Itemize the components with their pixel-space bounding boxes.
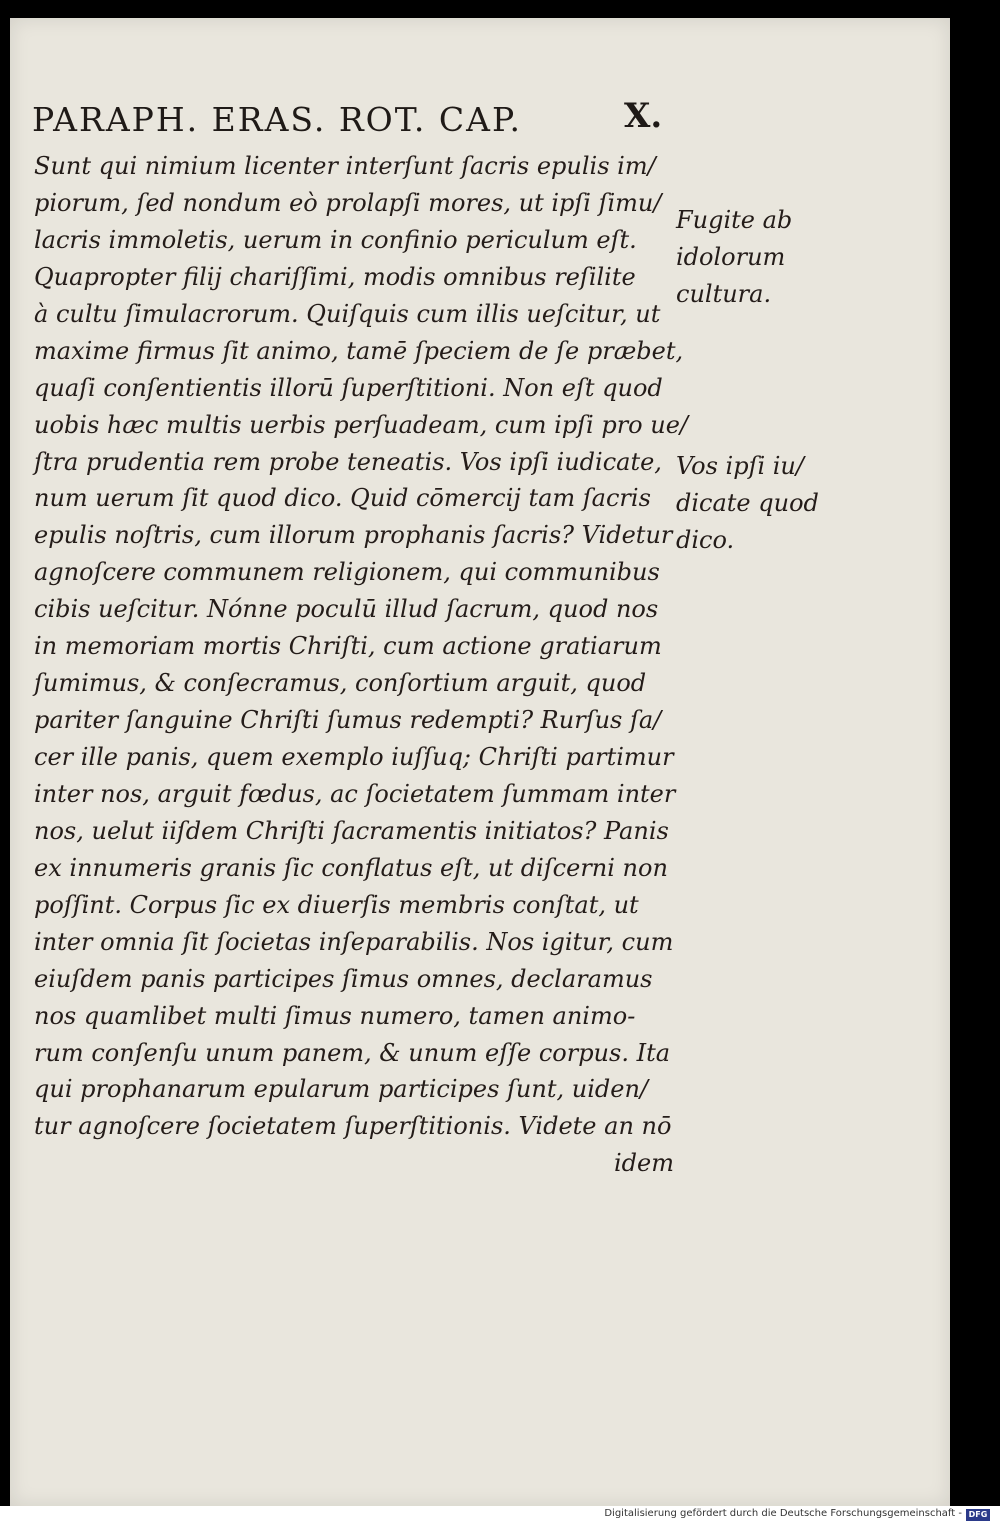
text-line: rum conſenſu unum panem, & unum eſſe corpus. Ita xyxy=(34,1038,671,1067)
text-line: in memoriam mortis Chriſti, cum actione gratiarum xyxy=(34,632,662,661)
text-line: eiuſdem panis participes ſimus omnes, declaramus xyxy=(34,964,653,993)
text-line: Sunt qui nimium licenter interſunt ſacris epulis im/ xyxy=(34,152,656,180)
text-line: inter nos, arguit fœdus, ac ſocietatem ſummam inter xyxy=(34,779,676,808)
text-line: ex innumeris granis ſic conflatus eſt, ut diſcerni non xyxy=(34,853,668,882)
funding-credit: Digitalisierung gefördert durch die Deutsche Forschungsgemeinschaft - xyxy=(604,1508,962,1519)
footer-bar xyxy=(0,1506,1000,1524)
chapter-number: X. xyxy=(624,96,663,136)
margin-note-line: Fugite ab xyxy=(676,206,793,234)
margin-note-fugite xyxy=(676,202,836,313)
text-line: nos, uelut iiſdem Chriſti ſacramentis initiatos? Panis xyxy=(34,816,669,845)
text-line: pariter ſanguine Chriſti ſumus redempti? Rurſus ſa/ xyxy=(34,706,662,735)
text-line: qui prophanarum epularum participes ſunt, uiden/ xyxy=(34,1075,648,1104)
margin-note-line: Vos ipſi iu/ xyxy=(676,452,804,480)
text-line: inter omnia ſit ſocietas inſeparabilis. Nos igitur, cum xyxy=(34,927,674,956)
page-header xyxy=(32,96,672,140)
dfg-logo: DFG xyxy=(966,1509,990,1521)
text-line: num uerum ſit quod dico. Quid cōmercij tam ſacris xyxy=(34,484,651,513)
text-line: Quapropter filij chariſſimi, modis omnibus reſilite xyxy=(34,262,636,291)
text-line: piorum, ſed nondum eò prolapſi mores, ut ipſi ſimu/ xyxy=(34,188,662,217)
margin-note-vos-ipsi xyxy=(676,448,836,559)
main-text-block xyxy=(34,148,688,1182)
text-line: cer ille panis, quem exemplo iuſſuq; Chriſti partimur xyxy=(34,743,674,771)
text-line: maxime firmus ſit animo, tamē ſpeciem de ſe præbet, xyxy=(34,336,684,365)
text-line: ſumimus, & conſecramus, conſortium arguit, quod xyxy=(34,669,647,698)
text-line: lacris immoletis, uerum in confinio periculum eſt. xyxy=(34,225,637,254)
margin-note-line: idolorum xyxy=(676,243,786,271)
margin-note-line: cultura. xyxy=(676,280,772,308)
text-line: cibis ueſcitur. Nónne poculū illud ſacrum, quod nos xyxy=(34,595,659,624)
text-line: quaſi conſentientis illorū ſuperſtitioni. Non eſt quod xyxy=(34,373,663,402)
running-title: PARAPH. ERAS. ROT. CAP. xyxy=(32,100,522,139)
text-line: uobis hæc multis uerbis perſuadeam, cum ipſi pro ue/ xyxy=(34,410,688,439)
text-line: poſſint. Corpus ſic ex diuerſis membris conſtat, ut xyxy=(34,890,639,919)
margin-note-line: dico. xyxy=(676,526,735,554)
margin-note-line: dicate quod xyxy=(676,489,819,517)
catchword: idem xyxy=(614,1149,674,1178)
text-line: epulis noſtris, cum illorum prophanis ſacris? Videtur xyxy=(34,521,673,550)
text-line: nos quamlibet multi ſimus numero, tamen animo- xyxy=(34,1001,636,1030)
text-line: tur agnoſcere ſocietatem ſuperſtitionis. Videte an nō xyxy=(34,1112,672,1141)
text-line: ſtra prudentia rem probe teneatis. Vos ipſi iudicate, xyxy=(34,447,662,476)
text-line: agnoſcere communem religionem, qui communibus xyxy=(34,558,660,587)
text-line: à cultu ſimulacrorum. Quiſquis cum illis ueſcitur, ut xyxy=(34,299,661,328)
